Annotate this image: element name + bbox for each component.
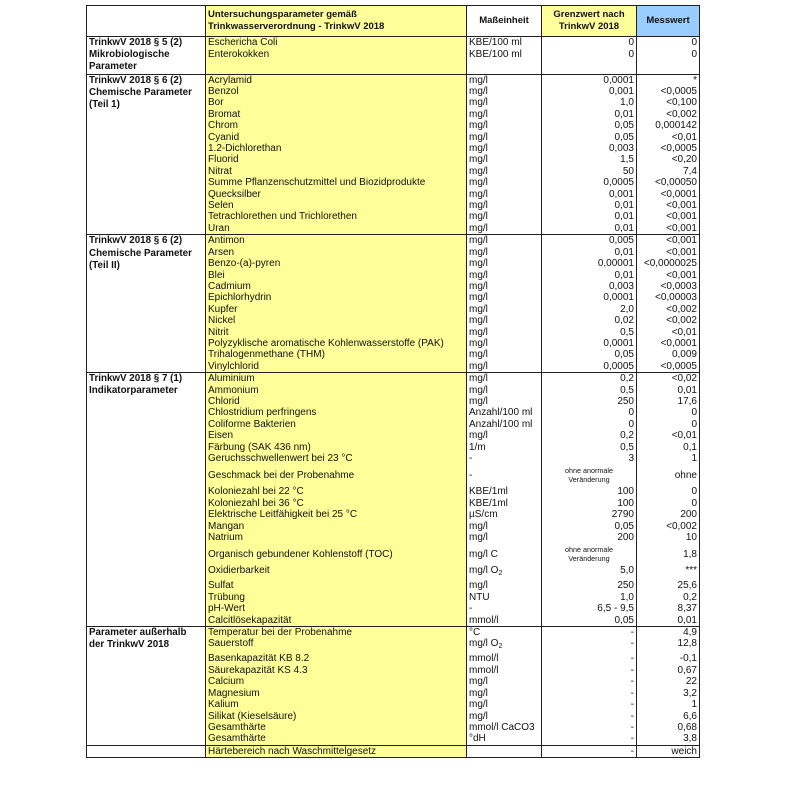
parameter-name: Quecksilber [206,189,467,200]
limit-cell: 0,01 [542,247,637,258]
table-row [87,627,700,639]
unit-cell: mg/l $O_2$ [467,638,542,653]
unit-cell: KBE/100 ml [467,37,542,50]
table-row [87,235,700,247]
limit-cell: 0,003 [542,281,637,292]
parameter-name: Kupfer [206,304,467,315]
parameter-name: Eisen [206,430,467,441]
parameter-name: pH-Wert [206,603,467,614]
parameter-name: Säurekapazität KS 4.3 [206,665,467,676]
limit-cell: 250 [542,580,637,591]
parameter-name: Uran [206,223,467,235]
parameter-name: Geruchsschwellenwert bei 23 °C [206,453,467,464]
limit-cell: - [542,627,637,639]
limit-cell: 0,01 [542,270,637,281]
unit-cell [467,745,542,757]
value-cell: 0 [637,49,700,61]
value-cell: <0,100 [637,97,700,108]
parameter-name: Nitrit [206,327,467,338]
limit-cell: ohne anormale Veränderung [542,543,637,565]
value-cell: * [637,74,700,86]
unit-cell [467,61,542,74]
unit-cell: mmol/l [467,653,542,664]
table-row [87,74,700,86]
header-value: Messwert [637,6,700,37]
value-cell: 6,6 [637,711,700,722]
value-cell: 10 [637,532,700,543]
limit-cell: 0,05 [542,349,637,360]
parameter-name: Organisch gebundener Kohlenstoff (TOC) [206,543,467,565]
unit-cell: mg/l [467,430,542,441]
parameter-name: Trihalogenmethane (THM) [206,349,467,360]
limit-cell: 0,05 [542,521,637,532]
unit-cell: mg/l [467,154,542,165]
unit-cell: mg/l [467,315,542,326]
unit-cell: mg/l [467,385,542,396]
unit-cell: mg/l [467,270,542,281]
unit-cell: mg/l [467,676,542,687]
header-limit: Grenzwert nach TrinkwV 2018 [542,6,637,37]
value-cell: -0,1 [637,653,700,664]
value-cell: <0,001 [637,223,700,235]
unit-cell: mg/l [467,97,542,108]
value-cell: <0,001 [637,270,700,281]
limit-cell: 0 [542,49,637,61]
value-cell: <0,0005 [637,86,700,97]
table-row [87,37,700,50]
value-cell: <0,0005 [637,361,700,373]
value-cell: <0,002 [637,304,700,315]
value-cell: <0,001 [637,211,700,222]
limit-cell: 0,0001 [542,338,637,349]
parameter-name: Sauerstoff [206,638,467,653]
header-group [87,6,206,37]
parameter-name: Nickel [206,315,467,326]
unit-cell: mg/l [467,281,542,292]
unit-cell: mg/l [467,361,542,373]
parameter-name: Vinylchlorid [206,361,467,373]
value-cell: <0,002 [637,109,700,120]
value-cell: 25,6 [637,580,700,591]
unit-cell: mmol/l [467,615,542,627]
limit-cell: 0,02 [542,315,637,326]
parameter-name: Fluorid [206,154,467,165]
limit-cell [542,61,637,74]
limit-cell: - [542,745,637,757]
value-cell: <0,002 [637,315,700,326]
value-cell: <0,01 [637,132,700,143]
value-cell: <0,01 [637,327,700,338]
parameter-name: Koloniezahl bei 22 °C [206,486,467,497]
limit-cell: 0,05 [542,120,637,131]
table-header-row [87,6,700,37]
limit-cell: 0,5 [542,385,637,396]
parameter-name: Temperatur bei der Probenahme [206,627,467,639]
parameter-name: Eschericha Coli [206,37,467,50]
value-cell: 0 [637,419,700,430]
parameter-name: Härtebereich nach Waschmittelgesetz [206,745,467,757]
parameter-name: Summe Pflanzenschutzmittel und Biozidprodukte [206,177,467,188]
parameter-name: Benzol [206,86,467,97]
unit-cell: mg/l [467,338,542,349]
parameter-name: Antimon [206,235,467,247]
limit-cell: 0,5 [542,442,637,453]
value-cell: 1 [637,453,700,464]
unit-cell: mg/l [467,189,542,200]
limit-cell: 2790 [542,509,637,520]
unit-cell: mg/l [467,120,542,131]
unit-cell: KBE/1ml [467,498,542,509]
limit-cell: 0,0005 [542,177,637,188]
limit-cell: 200 [542,532,637,543]
parameter-name: Acrylamid [206,74,467,86]
header-unit: Maßeinheit [467,6,542,37]
parameter-name: Kalium [206,699,467,710]
value-cell: <0,001 [637,235,700,247]
limit-cell: 0,01 [542,109,637,120]
parameter-name: Sulfat [206,580,467,591]
value-cell: 4,9 [637,627,700,639]
limit-cell: 0,0005 [542,361,637,373]
unit-cell: mg/l [467,258,542,269]
unit-cell: mg/l [467,166,542,177]
limit-cell: 3 [542,453,637,464]
limit-cell: - [542,711,637,722]
limit-cell: 0,001 [542,86,637,97]
parameter-name: Gesamthärte [206,733,467,745]
parameter-name: Tetrachlorethen und Trichlorethen [206,211,467,222]
table-body [87,37,700,758]
limit-cell: 1,5 [542,154,637,165]
limit-cell: 0,5 [542,327,637,338]
limit-cell: - [542,699,637,710]
unit-cell: mg/l [467,223,542,235]
water-analysis-table [86,5,700,758]
limit-cell: 1,0 [542,97,637,108]
value-cell [637,61,700,74]
limit-cell: - [542,733,637,745]
parameter-name: Cyanid [206,132,467,143]
unit-cell: mmol/l CaCO3 [467,722,542,733]
limit-cell: 0,01 [542,223,637,235]
limit-cell: 0,0001 [542,292,637,303]
table-row [87,373,700,385]
limit-cell: 0,003 [542,143,637,154]
parameter-name: Polyzyklische aromatische Kohlenwasserstoffe (PAK) [206,338,467,349]
value-cell: <0,002 [637,521,700,532]
unit-cell: mg/l [467,200,542,211]
parameter-name: Epichlorhydrin [206,292,467,303]
value-cell: 1,8 [637,543,700,565]
value-cell: <0,0001 [637,338,700,349]
unit-cell: - [467,453,542,464]
section-group-label [87,745,206,757]
unit-cell: mg/l [467,349,542,360]
unit-cell: µS/cm [467,509,542,520]
header-parameter: Untersuchungsparameter gemäß Trinkwasserverordnung - TrinkwV 2018 [206,6,467,37]
value-cell: 0,01 [637,615,700,627]
unit-cell: mg/l [467,699,542,710]
value-cell: 0,01 [637,385,700,396]
unit-cell: mg/l [467,521,542,532]
value-cell: <0,0005 [637,143,700,154]
unit-cell: mmol/l [467,665,542,676]
value-cell: 12,8 [637,638,700,653]
parameter-name: Gesamthärte [206,722,467,733]
unit-cell: NTU [467,592,542,603]
limit-cell: - [542,665,637,676]
unit-cell: mg/l [467,292,542,303]
unit-cell: mg/l [467,327,542,338]
unit-cell: - [467,603,542,614]
section-group-label: TrinkwV 2018 § 6 (2) Chemische Parameter (Teil II) [87,235,206,373]
limit-cell: 100 [542,486,637,497]
parameter-name: Chrom [206,120,467,131]
value-cell: 7,4 [637,166,700,177]
value-cell: 0 [637,486,700,497]
value-cell: 200 [637,509,700,520]
unit-cell: mg/l [467,143,542,154]
limit-cell: 100 [542,498,637,509]
limit-cell: - [542,688,637,699]
parameter-name: 1.2-Dichlorethan [206,143,467,154]
unit-cell: mg/l [467,396,542,407]
value-cell: 17,6 [637,396,700,407]
unit-cell: mg/l [467,688,542,699]
limit-cell: - [542,653,637,664]
parameter-name: Coliforme Bakterien [206,419,467,430]
value-cell: <0,001 [637,247,700,258]
unit-cell: KBE/1ml [467,486,542,497]
value-cell: 0,009 [637,349,700,360]
limit-cell: 250 [542,396,637,407]
unit-cell: mg/l [467,235,542,247]
value-cell: ohne [637,464,700,486]
value-cell: 0 [637,498,700,509]
limit-cell: 0,01 [542,200,637,211]
limit-cell: 0 [542,419,637,430]
limit-cell: 0,01 [542,211,637,222]
limit-cell: 2,0 [542,304,637,315]
parameter-name: Aluminium [206,373,467,385]
unit-cell: °dH [467,733,542,745]
limit-cell: - [542,638,637,653]
parameter-name [206,61,467,74]
limit-cell: ohne anormale Veränderung [542,464,637,486]
value-cell: <0,02 [637,373,700,385]
limit-cell: 5,0 [542,565,637,580]
unit-cell: - [467,464,542,486]
value-cell: 3,8 [637,733,700,745]
parameter-name: Chlostridium perfringens [206,407,467,418]
parameter-name: Färbung (SAK 436 nm) [206,442,467,453]
parameter-name: Silikat (Kieselsäure) [206,711,467,722]
parameter-name: Calcium [206,676,467,687]
limit-cell: 0,00001 [542,258,637,269]
value-cell: 3,2 [637,688,700,699]
unit-cell: mg/l [467,532,542,543]
limit-cell: 0,2 [542,430,637,441]
parameter-name: Trübung [206,592,467,603]
limit-cell: 0,05 [542,132,637,143]
value-cell: 0,67 [637,665,700,676]
section-group-label: TrinkwV 2018 § 7 (1) Indikatorparameter [87,373,206,627]
parameter-name: Benzo-(a)-pyren [206,258,467,269]
parameter-name: Chlorid [206,396,467,407]
section-group-label: TrinkwV 2018 § 5 (2) Mikrobiologische Parameter [87,37,206,75]
unit-cell: mg/l [467,132,542,143]
unit-cell: mg/l [467,711,542,722]
unit-cell: mg/l [467,74,542,86]
limit-cell: 0,005 [542,235,637,247]
value-cell: 0,2 [637,592,700,603]
limit-cell: 0 [542,37,637,50]
value-cell: weich [637,745,700,757]
parameter-name: Koloniezahl bei 36 °C [206,498,467,509]
unit-cell: mg/l [467,109,542,120]
unit-cell: Anzahl/100 ml [467,407,542,418]
parameter-name: Cadmium [206,281,467,292]
limit-cell: - [542,722,637,733]
parameter-name: Elektrische Leitfähigkeit bei 25 °C [206,509,467,520]
parameter-name: Oxidierbarkeit [206,565,467,580]
value-cell: 0 [637,37,700,50]
unit-cell: mg/l $O_2$ [467,565,542,580]
unit-cell: mg/l C [467,543,542,565]
unit-cell: mg/l [467,177,542,188]
value-cell: 0,000142 [637,120,700,131]
parameter-name: Enterokokken [206,49,467,61]
unit-cell: 1/m [467,442,542,453]
limit-cell: 6,5 - 9,5 [542,603,637,614]
value-cell: <0,00003 [637,292,700,303]
section-group-label: Parameter außerhalb der TrinkwV 2018 [87,627,206,746]
limit-cell: 0 [542,407,637,418]
limit-cell: 0,0001 [542,74,637,86]
parameter-name: Magnesium [206,688,467,699]
parameter-name: Bor [206,97,467,108]
unit-cell: °C [467,627,542,639]
value-cell: <0,0003 [637,281,700,292]
unit-cell: mg/l [467,247,542,258]
parameter-name: Nitrat [206,166,467,177]
value-cell: 0,68 [637,722,700,733]
unit-cell: mg/l [467,580,542,591]
value-cell: 1 [637,699,700,710]
limit-cell: - [542,676,637,687]
parameter-name: Blei [206,270,467,281]
parameter-name: Mangan [206,521,467,532]
parameter-name: Selen [206,200,467,211]
table-row [87,745,700,757]
value-cell: 22 [637,676,700,687]
value-cell: 8,37 [637,603,700,614]
unit-cell: Anzahl/100 ml [467,419,542,430]
value-cell: *** [637,565,700,580]
value-cell: <0,00050 [637,177,700,188]
value-cell: <0,001 [637,200,700,211]
value-cell: <0,01 [637,430,700,441]
parameter-name: Calcitlösekapazität [206,615,467,627]
parameter-name: Arsen [206,247,467,258]
value-cell: <0,20 [637,154,700,165]
unit-cell: mg/l [467,86,542,97]
value-cell: 0,1 [637,442,700,453]
parameter-name: Natrium [206,532,467,543]
parameter-name: Basenkapazität KB 8.2 [206,653,467,664]
limit-cell: 1,0 [542,592,637,603]
section-group-label: TrinkwV 2018 § 6 (2) Chemische Parameter (Teil 1) [87,74,206,235]
limit-cell: 0,001 [542,189,637,200]
unit-cell: mg/l [467,211,542,222]
parameter-name: Ammonium [206,385,467,396]
unit-cell: mg/l [467,373,542,385]
value-cell: 0 [637,407,700,418]
parameter-name: Bromat [206,109,467,120]
limit-cell: 50 [542,166,637,177]
value-cell: <0,0001 [637,189,700,200]
unit-cell: mg/l [467,304,542,315]
parameter-name: Geschmack bei der Probenahme [206,464,467,486]
limit-cell: 0,05 [542,615,637,627]
limit-cell: 0,2 [542,373,637,385]
unit-cell: KBE/100 ml [467,49,542,61]
value-cell: <0,0000025 [637,258,700,269]
